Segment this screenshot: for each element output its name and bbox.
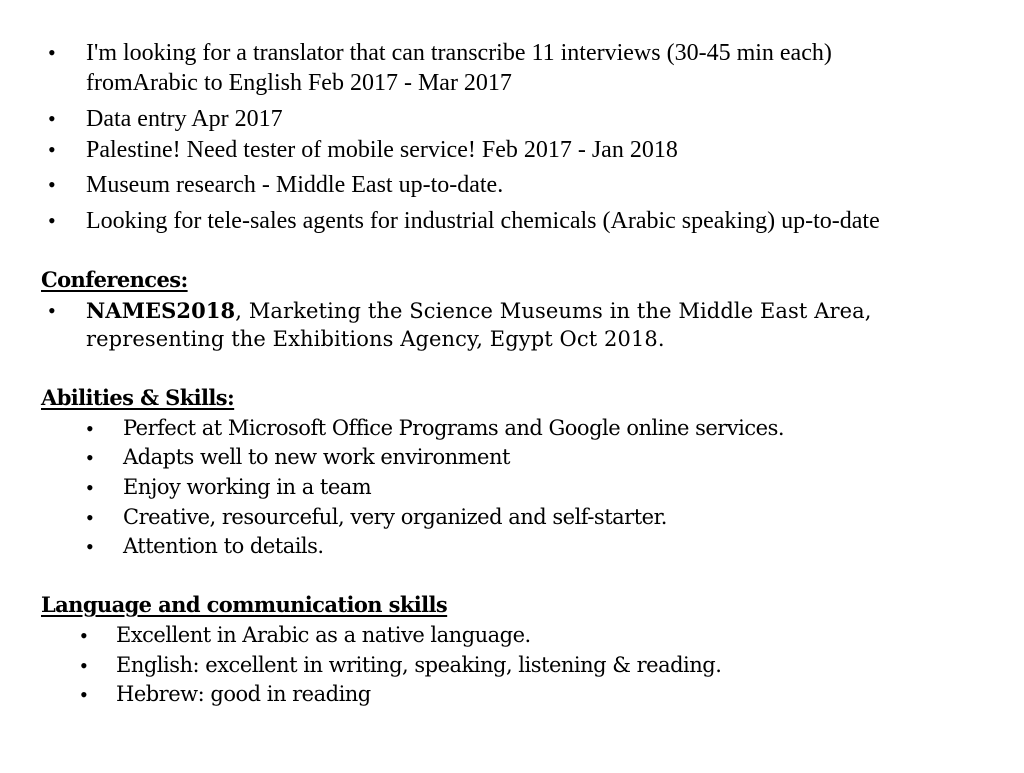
bullet-icon: • <box>80 682 88 707</box>
skill-text: Perfect at Microsoft Office Programs and Google online services. <box>123 416 785 440</box>
language-text: Hebrew: good in reading <box>116 682 371 706</box>
bullet-icon: • <box>86 445 94 470</box>
conference-text <box>86 296 872 326</box>
list-item-text: Looking for tele-sales agents for industrial chemicals (Arabic speaking) up-to-date <box>86 208 880 234</box>
list-item-text: Data entry Apr 2017 <box>86 106 283 132</box>
bullet-icon: • <box>80 653 88 678</box>
bullet-icon: • <box>86 505 94 530</box>
bullet-icon: • <box>48 40 56 65</box>
language-text: English: excellent in writing, speaking, listening & reading. <box>116 653 722 677</box>
list-item-text: I'm looking for a translator that can transcribe 11 interviews (30-45 min each) <box>86 40 832 66</box>
bullet-icon: • <box>48 137 56 162</box>
bullet-icon: • <box>48 106 56 131</box>
bullet-icon: • <box>86 534 94 559</box>
bullet-icon: • <box>80 623 88 648</box>
conference-text-continued: representing the Exhibitions Agency, Egypt Oct 2018. <box>86 327 665 351</box>
conferences-heading: Conferences: <box>41 267 188 292</box>
skill-text: Creative, resourceful, very organized and self-starter. <box>123 505 667 529</box>
conference-name: NAMES2018 <box>86 298 236 323</box>
language-heading: Language and communication skills <box>41 592 448 617</box>
list-item-text: Palestine! Need tester of mobile service! Feb 2017 - Jan 2018 <box>86 137 678 163</box>
skill-text: Attention to details. <box>123 534 324 558</box>
bullet-icon: • <box>48 172 56 197</box>
list-item-text-continued: fromArabic to English Feb 2017 - Mar 2017 <box>86 70 512 96</box>
bullet-icon: • <box>48 208 56 233</box>
bullet-icon: • <box>86 416 94 441</box>
conference-description: , Marketing the Science Museums in the Middle East Area, <box>235 299 872 323</box>
skill-text: Adapts well to new work environment <box>123 445 510 469</box>
list-item-text: Museum research - Middle East up-to-date. <box>86 172 504 198</box>
abilities-heading: Abilities & Skills: <box>41 385 235 410</box>
language-text: Excellent in Arabic as a native language. <box>116 623 531 647</box>
bullet-icon: • <box>48 298 56 323</box>
skill-text: Enjoy working in a team <box>123 475 372 499</box>
bullet-icon: • <box>86 475 94 500</box>
